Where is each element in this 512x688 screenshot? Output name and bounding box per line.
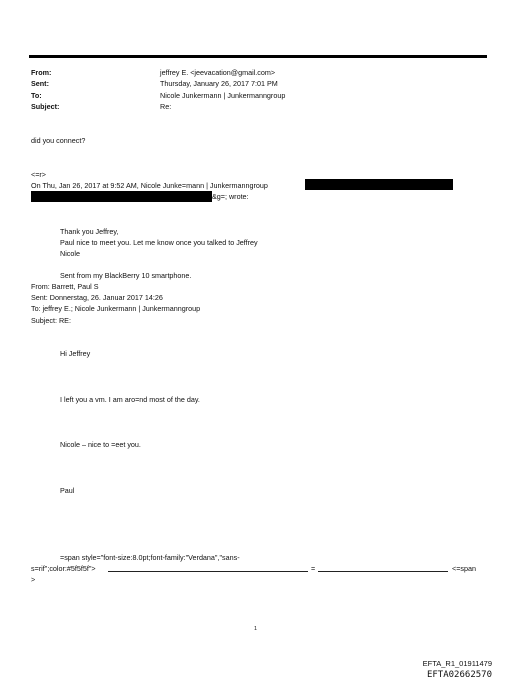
forward-to: To: jeffrey E.; Nicole Junkermann | Junkermanngroup xyxy=(31,304,201,313)
quote-open: <=r> xyxy=(31,170,46,179)
forward-subject: Subject: RE: xyxy=(31,316,71,325)
reply-line: Nicole xyxy=(60,249,80,258)
quote-intro-tail: &g=; wrote: xyxy=(212,192,249,201)
efta-id-small: EFTA_R1_01911479 xyxy=(422,659,492,668)
header-rule xyxy=(29,55,487,58)
span-markup-equals: = xyxy=(311,564,316,573)
message-line: I left you a vm. I am aro=nd most of the day. xyxy=(60,395,200,404)
message-line: Nicole – nice to =eet you. xyxy=(60,440,141,449)
span-markup-line: s=rif";color:#5f5f5f"> xyxy=(31,564,96,573)
from-value: jeffrey E. <jeevacation@gmail.com> xyxy=(160,68,276,77)
underline-rule xyxy=(108,571,308,572)
quote-intro: On Thu, Jan 26, 2017 at 9:52 AM, Nicole Junke=mann | Junkermanngroup xyxy=(31,181,268,190)
span-markup-end: <=span xyxy=(452,564,476,573)
underline-rule xyxy=(318,571,448,572)
redaction-box xyxy=(31,191,212,202)
signature: Paul xyxy=(60,486,75,495)
span-markup-gt: > xyxy=(31,575,36,584)
sent-value: Thursday, January 26, 2017 7:01 PM xyxy=(160,79,278,88)
body-connect-line: did you connect? xyxy=(31,136,86,145)
to-value: Nicole Junkermann | Junkermanngroup xyxy=(160,91,286,100)
sent-from-line: Sent from my BlackBerry 10 smartphone. xyxy=(60,271,192,280)
redaction-box xyxy=(305,179,453,190)
sent-label: Sent: xyxy=(31,79,49,88)
forward-sent: Sent: Donnerstag, 26. Januar 2017 14:26 xyxy=(31,293,163,302)
reply-line: Thank you Jeffrey, xyxy=(60,227,119,236)
efta-id-large: EFTA02662570 xyxy=(426,670,492,680)
forward-from: From: Barrett, Paul S xyxy=(31,282,99,291)
subject-label: Subject: xyxy=(31,102,60,111)
greeting: Hi Jeffrey xyxy=(60,349,91,358)
reply-line: Paul nice to meet you. Let me know once you talked to Jeffrey xyxy=(60,238,258,247)
page-number: 1 xyxy=(254,626,258,632)
span-markup-line: =span style="font-size:8.0pt;font-family:"Verdana","sans- xyxy=(60,553,240,562)
from-label: From: xyxy=(31,68,52,77)
to-label: To: xyxy=(31,91,42,100)
subject-value: Re: xyxy=(160,102,172,111)
